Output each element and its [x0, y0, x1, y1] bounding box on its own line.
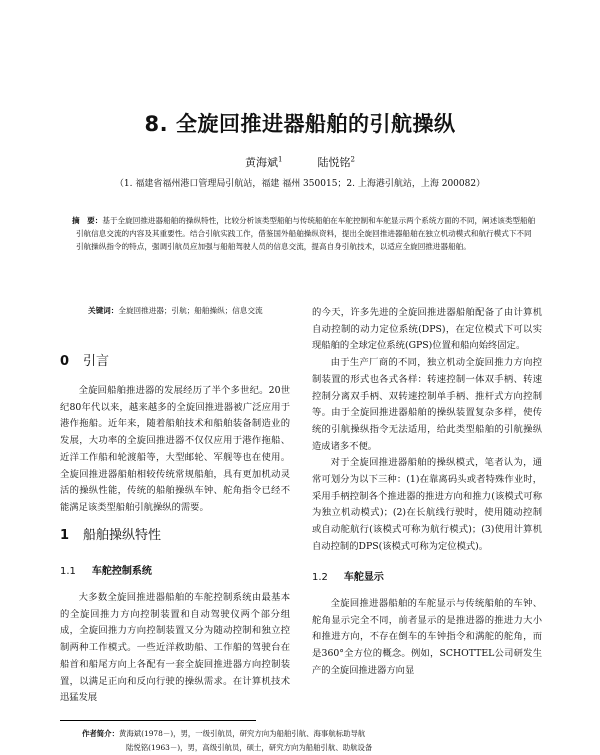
right-paragraph-1: 的今天，许多先进的全旋回推进器船舶配备了由计算机自动控制的动力定位系统(DPS)，在定位模式下可以实现船舶的全球定位系统(GPS)位置和船向始终固定。 [312, 307, 542, 352]
section-1-2-body [312, 596, 542, 680]
section-1-1-body [60, 590, 290, 707]
subsection-number: 1.2 [312, 572, 328, 583]
keywords-label: 关键词： [88, 306, 119, 315]
subsection-heading-1-1 [60, 562, 152, 577]
intro-body [60, 383, 290, 517]
author-footnote [82, 727, 542, 755]
footnote-rule [60, 720, 256, 721]
section-1-1-paragraph: 大多数全旋回推进器船舶的车舵控制系统由最基本的全旋回推力方向控制装置和自动驾驶仪两个部分组成，全旋回推力方向控制装置又分为随动控制和独立控制两种工作模式。一些近洋救助船、工作船的驾驶台在船首和船尾方向上各配有一套全旋回推进器方向控制装置，以满足正向和反向行驶的操纵需求。在计算机技术迅猛发展 [60, 592, 290, 704]
keywords-text: 全旋回推进器；引航；船舶操纵；信息交流 [118, 306, 263, 315]
author-line [0, 154, 600, 170]
author-name-2: 陆悦铭 [317, 156, 351, 169]
intro-paragraph: 全旋回船舶推进器的发展经历了半个多世纪。20世纪80年代以来，越来越多的全旋回推进器被广泛应用于港作拖船。近年来，随着船舶技术和船舶装备制造业的发展，大功率的全旋回推进器不仅仅应用于港作拖船、近洋工作船和轮渡船等，大型邮轮、军舰等也在使用。全旋回推进器船舶相较传统常规船舶，具有更加机动灵活的操纵性能，传统的船舶操纵车钟、舵角指令已经不能满足该类型船舶引航操纵的需要。 [60, 385, 290, 513]
section-heading-1 [60, 524, 161, 543]
section-title: 引言 [83, 354, 110, 369]
abstract-label: 摘 要： [72, 216, 103, 225]
right-column-body [312, 305, 542, 556]
subsection-number: 1.1 [60, 566, 76, 577]
right-paragraph-2: 由于生产厂商的不同，独立机动全旋回推力方向控制装置的形式也各式各样：转速控制一体双手柄、转速控制分离双手柄、双转速控制单手柄、推杆式方向控制等。由于全旋回推进器船舶的操纵装置复杂多样，使传统的引航操纵指令无法适用，给此类型船舶的引航操纵造成诸多不便。 [312, 357, 542, 452]
section-1-2-paragraph: 全旋回推进器船舶的车舵显示与传统船舶的车钟、舵角显示完全不同，前者显示的是推进器的推进力大小和推进方向，不存在倒车的车钟指令和满舵的舵角，而是360°全方位的概念。例如，SCHOTTEL公司研发生产的全旋回推进器方向显 [312, 598, 542, 676]
footnote-line-2: 陆悦铭(1963－)，男，高级引航员，硕士，研究方向为船舶引航、助航设备 [126, 743, 373, 752]
subsection-title: 车舵显示 [343, 572, 384, 583]
author-mark-2: 2 [350, 155, 355, 164]
abstract-text: 基于全旋回推进器船舶的操纵特性，比较分析该类型船舶与传统船舶在车舵控制和车舵显示两个系统方面的不同，阐述该类型船舶引航信息交流的内容及其重要性。结合引航实践工作，借鉴国外船舶操纵资料，提出全旋回推进器船舶在独立机动模式和航行模式下不同引航操纵指令的特点，强调引航员应加强与船舶驾驶人员的信息交流，提高自身引航技术，以适应全旋回推进器船舶。 [76, 216, 536, 252]
author-mark-1: 1 [278, 155, 283, 164]
affiliation: （1. 福建省福州港口管理局引航站，福建 福州 350015；2. 上海港引航站，上海 200082） [114, 179, 486, 189]
right-paragraph-3: 对于全旋回推进器船舶的操纵模式，笔者认为，通常可划分为以下三种：(1)在靠离码头或者特殊作业时，采用手柄控制各个推进器的推进方向和推力(该模式可称为独立机动模式)；(2)在长航线行驶时，使用随动控制或自动舵航行(该模式可称为航行模式)；(3)使用计算机自动控制的DPS(该模式可称为定位模式)。 [312, 457, 542, 552]
footnote-label: 作者简介： [82, 729, 119, 738]
paper-title: 8. 全旋回推进器船舶的引航操纵 [144, 112, 456, 136]
section-title: 船舶操纵特性 [83, 528, 162, 543]
section-heading-0 [60, 350, 109, 369]
section-number: 0 [60, 354, 70, 369]
footnote-line-1: 黄海斌(1978－)，男，一级引航员，研究方向为船舶引航、海事航标助导航 [118, 729, 366, 738]
subsection-heading-1-2 [312, 568, 384, 583]
author-name-1: 黄海斌 [245, 156, 279, 169]
section-number: 1 [60, 528, 70, 543]
subsection-title: 车舵控制系统 [91, 566, 152, 577]
abstract [72, 214, 538, 253]
